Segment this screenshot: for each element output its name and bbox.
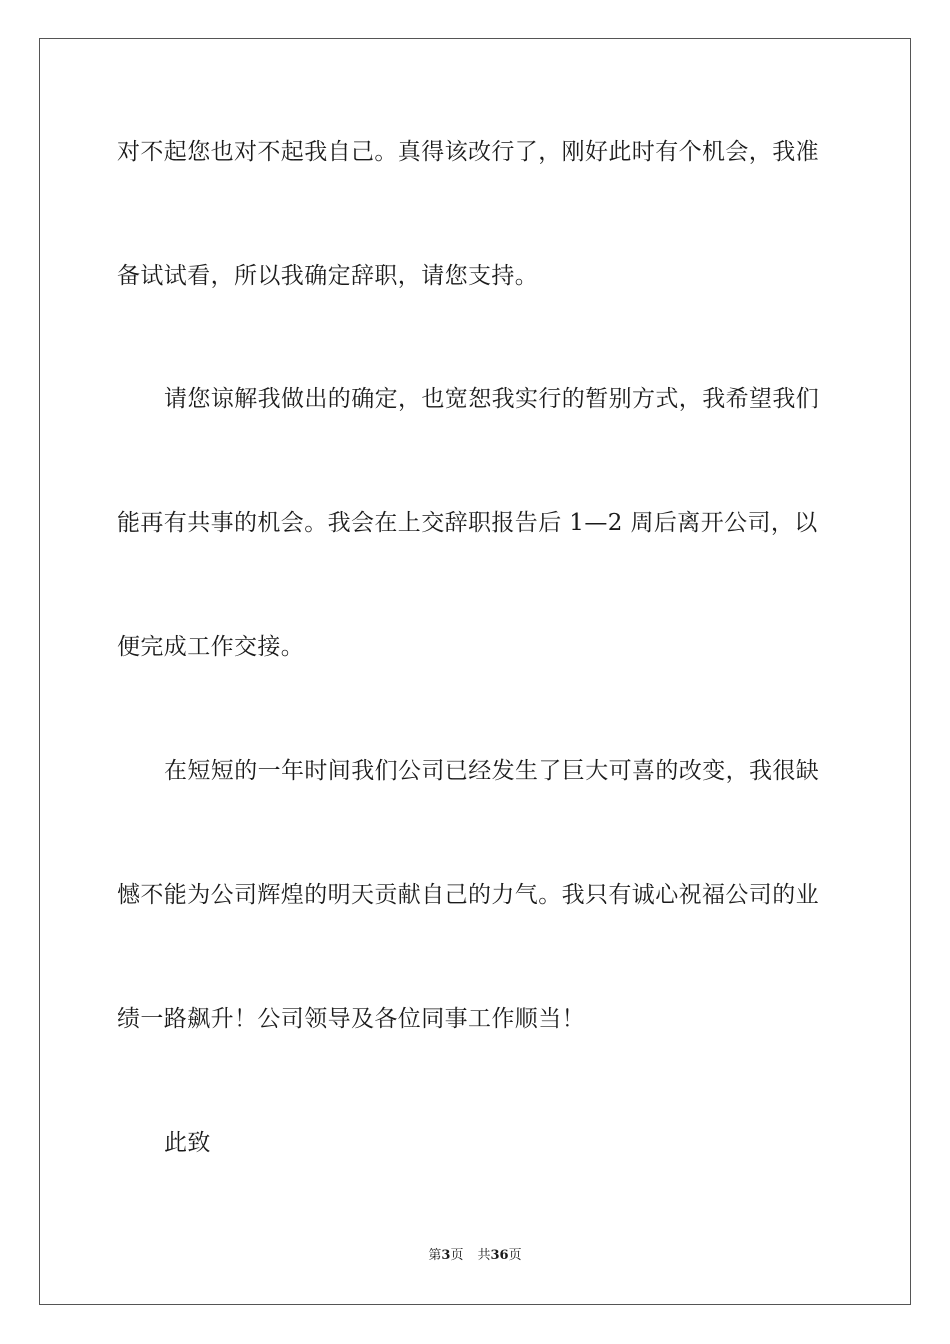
body-line-6: 在短短的一年时间我们公司已经发生了巨大可喜的改变，我很缺 (164, 758, 820, 784)
body-line-7: 憾不能为公司辉煌的明天贡献自己的力气。我只有诚心祝福公司的业 (117, 882, 819, 908)
body-line-4: 能再有共事的机会。我会在上交辞职报告后 1—2 周后离开公司，以 (117, 510, 818, 536)
body-line-2: 备试试看，所以我确定辞职，请您支持。 (117, 263, 539, 289)
page-prefix: 第 (428, 1248, 442, 1263)
page-number: 3 (441, 1248, 451, 1263)
page-suffix: 页 (450, 1248, 464, 1263)
total-suffix: 页 (508, 1248, 522, 1263)
page-border (39, 38, 911, 1305)
body-line-5: 便完成工作交接。 (117, 634, 305, 660)
closing-salutation: 此致 (164, 1130, 211, 1156)
total-prefix: 共 (477, 1248, 491, 1263)
body-line-3: 请您谅解我做出的确定，也宽恕我实行的暂别方式，我希望我们 (164, 386, 820, 412)
page-footer (0, 1247, 950, 1265)
body-line-8: 绩一路飙升！公司领导及各位同事工作顺当！ (117, 1006, 585, 1032)
total-pages: 36 (490, 1248, 509, 1263)
body-line-1: 对不起您也对不起我自己。真得该改行了，刚好此时有个机会，我准 (117, 139, 819, 165)
